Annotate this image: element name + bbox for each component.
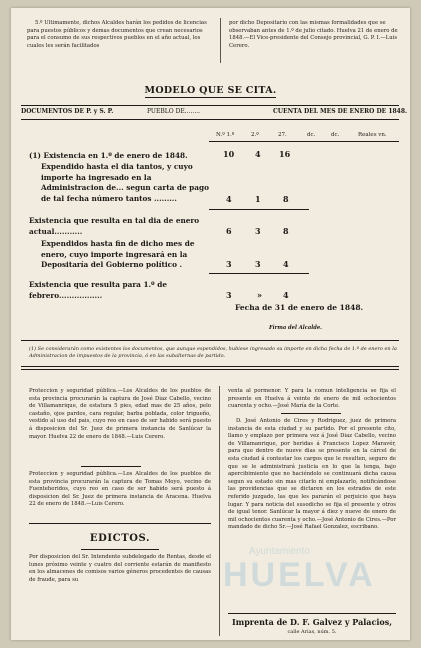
value: 16 xyxy=(279,149,291,159)
modelo-title: MODELO QUE SE CITA. xyxy=(144,85,277,96)
rule xyxy=(29,523,211,524)
entry-existencia-inicial: (1) Existencia en 1.º de enero de 1848. xyxy=(29,151,188,160)
entry-existencia-febrero: Existencia que resulta para 1.º de febrero................. xyxy=(29,280,167,300)
column-divider xyxy=(219,386,220,636)
imprenta-address: calle Arias, núm. 5. xyxy=(287,629,337,635)
newspaper-page xyxy=(11,8,410,640)
column-header-dc-1: dc. xyxy=(307,132,316,138)
footnote: (1) Se considerarán como existentes los documentos, que aunque espendidos, hubiese ingresado su importe en dicha fecha de 1.º de enero en la Administracion de impuestos de la provincia, ó en las subalternas de partido. xyxy=(29,346,397,359)
header-documentos: DOCUMENTOS DE P. y S. P. xyxy=(21,108,114,115)
rule xyxy=(209,273,309,274)
rule xyxy=(228,613,396,614)
edictos-body: Por disposicion del Sr. Intendente subdelegado de Rentas, desde el lunes próximo veinte y cuatro del corriente estarán de manifiesto en los almacenes de comisos varios géneros procedentes de causas de fraude, para su xyxy=(29,554,211,583)
value: 3 xyxy=(255,259,261,269)
column-header-27: 27. xyxy=(278,132,287,138)
rule xyxy=(21,369,399,370)
entry-expendidos-fin: Expendidos hasta fin de dicho mes de enero, cuyo importe ingresará en la Depositaría del Gobierno político . xyxy=(41,239,195,270)
rule xyxy=(81,466,141,467)
column-divider xyxy=(220,18,221,63)
rule xyxy=(281,413,341,414)
value: 4 xyxy=(283,259,289,269)
column-header-1: N.º 1.º xyxy=(216,132,235,138)
watermark-ayuntamiento: Ayuntamiento xyxy=(249,546,310,557)
value: 3 xyxy=(255,226,261,236)
value: 6 xyxy=(226,226,232,236)
rule xyxy=(21,340,399,341)
value: 8 xyxy=(283,194,289,204)
value: 4 xyxy=(226,194,232,204)
rule xyxy=(81,549,159,550)
top-right-paragraph: por dicho Depositario con las mismas formalidades que se observaban antes de 1.º de julio citado. Huelva 21 de enero de 1848.—El Vice-presidente del Consejo provincial, G. P. I.—Luis Cerero. xyxy=(229,20,398,49)
column-header-2: 2.º xyxy=(251,132,259,138)
venta-notice: venta al pormenor. Y para la comun inteligencia se fija el presente en Huelva á veinte de enero de mil ochocientos cuarenta y ocho.—José María de la Corte. xyxy=(228,388,396,410)
value: 3 xyxy=(226,259,232,269)
rule xyxy=(209,209,309,210)
header-cuenta: CUENTA DEL MES DE ENERO DE 1848. xyxy=(273,108,408,115)
value: 4 xyxy=(255,149,261,159)
column-header-reales: Reales vn. xyxy=(358,132,387,138)
value: 8 xyxy=(283,226,289,236)
proteccion-notice-2: Proteccion y seguridad pública.—Los Alcaldes de los pueblos de esta provincia procurarán la captura de Tomas Moyo, vecino de Fuenteheridos, cuyo reo en caso de ser habido será puesto á disposicion del Sr. Juez de primera instancia de Aracena. Huelva 22 de enero de 1848.—Luis Cerero. xyxy=(29,471,211,508)
rule xyxy=(209,141,399,142)
rule xyxy=(21,366,399,367)
rule xyxy=(21,119,399,120)
imprenta-credit: Imprenta de D. F. Galvez y Palacios, xyxy=(231,617,393,627)
top-left-paragraph: 5.º Ultimamente, dichos Alcaldes harán los pedidos de licencias para puestos públicos y demas documentos que crean necesarios para el consumo de sus respectivos pueblos en el año actual, los cuales les serán facilitados xyxy=(27,20,207,49)
entry-existencia-enero: Existencia que resulta en tal dia de enero actual........... xyxy=(29,216,200,236)
value: 1 xyxy=(255,194,261,204)
firma-alcalde: Firma del Alcalde. xyxy=(269,325,322,331)
header-pueblo: PUEBLO DE........ xyxy=(147,108,201,115)
watermark-huelva: HUELVA xyxy=(223,556,376,594)
fecha-line: Fecha de 31 de enero de 1848. xyxy=(235,303,364,312)
value: » xyxy=(257,290,262,300)
value: 4 xyxy=(283,290,289,300)
value: 10 xyxy=(223,149,235,159)
column-header-dc-2: dc. xyxy=(331,132,340,138)
edictos-title: EDICTOS. xyxy=(89,533,151,544)
value: 3 xyxy=(226,290,232,300)
entry-expendido: Expendido hasta el dia tantos, y cuyo importe ha ingresado en la Administracion de... segun carta de pago de tal fecha número tantos ......... xyxy=(41,162,209,203)
proteccion-notice-1: Proteccion y seguridad pública.—Los Alcaldes de los pueblos de esta provincia procurarán la captura de José Diaz Cabello, vecino de Villamanrique, de estatura 5 pies, edad mas de 25 años, pelo castaño, ojos pardos, cara regular, barba poblada, color trigueño, vestido al uso del pais, cuyo reo en caso de ser habido será puesto á disposicion del Sr. Juez de primera instancia de Sanlúcar la mayor. Huelva 22 de enero de 1848.—Luis Cerero. xyxy=(29,388,211,440)
juez-citation: D. José Antonio de Cires y Rodriguez, juez de primera instancia de esta ciudad y su partido. Por el presente cito, llamo y emplazo por primera vez á José Diaz Cabello, vecino de Villamanrique, por heridas á Francisco Lopez Maravér, para que dentro de nueve dias se presente en la cárcel de esta ciudad á contestar los cargos que le resulten, seguro de que se le administrará justicia en lo que la tenga, bajo apercibimiento que no haciéndolo se continuará dicha causa segun su estado sin mas citarlo ni emplazarlo, notificándose las providencias que se dictaren en los estrados de este referido juzgado, las que les pararán el perjuicio que haya lugar. Y para noticia del susodicho se fija el presente y otros de igual tenor. Sanlúcar la mayor á diez y nueve de enero de mil ochocientos cuarenta y ocho.—José Antonio de Cires.—Por mandado de dicho Sr.—José Rafael Gonzalez, escribano. xyxy=(228,418,396,531)
rule xyxy=(21,105,399,106)
